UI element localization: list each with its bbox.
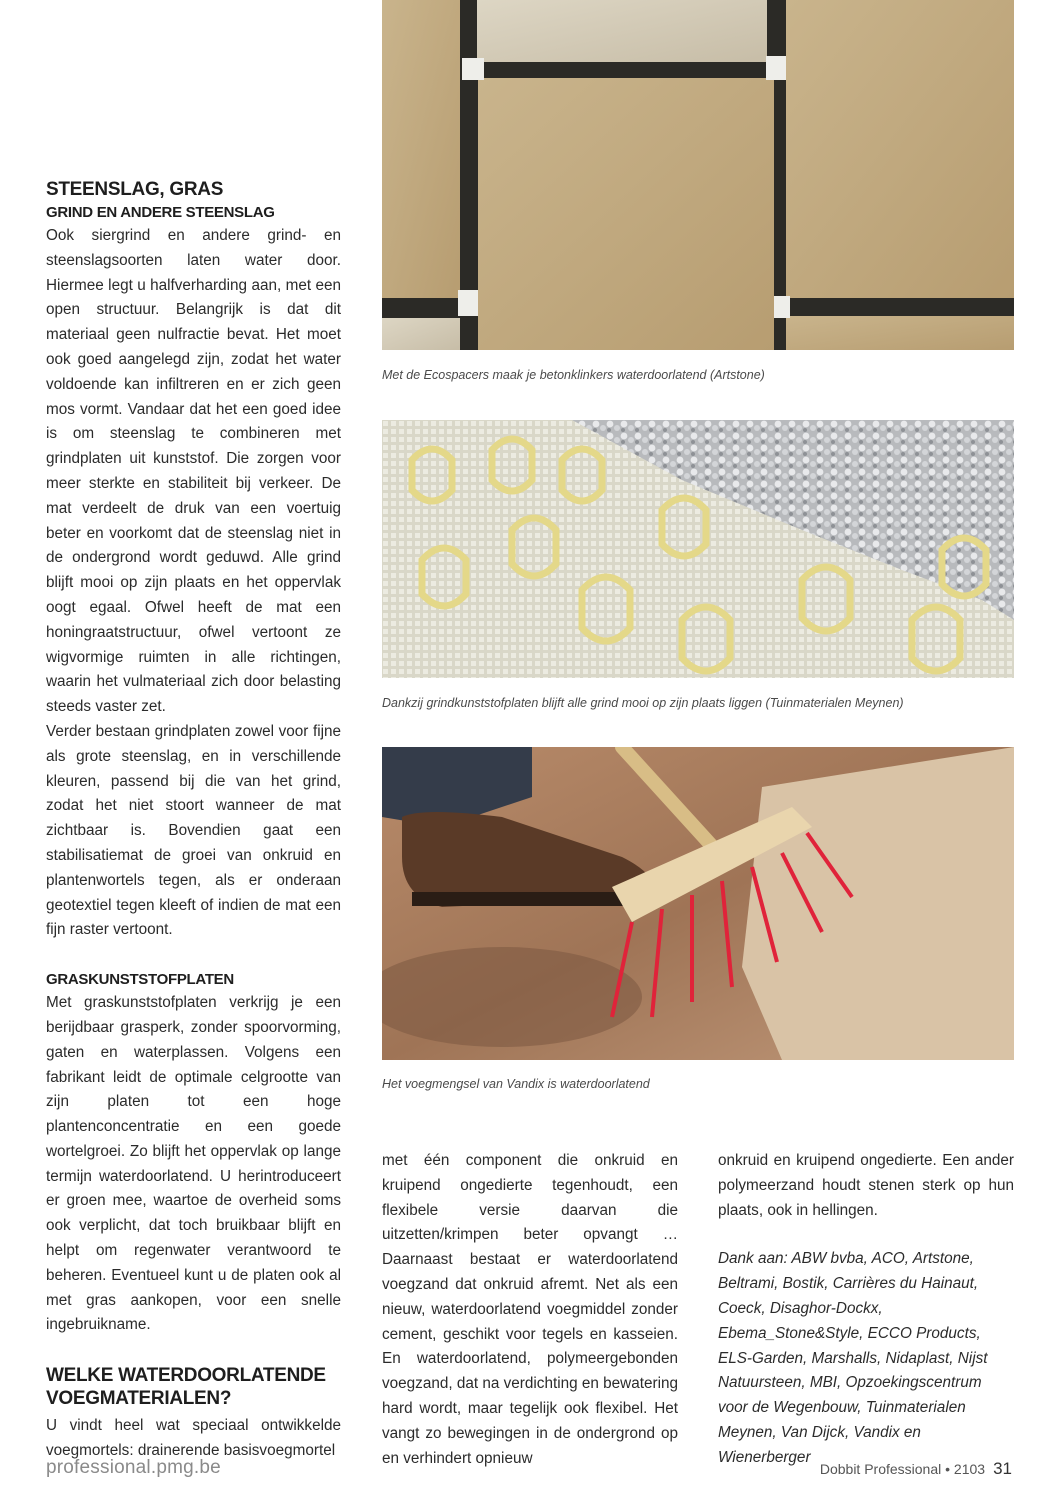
caption-grindplaten: Dankzij grindkunststofplaten blijft alle grind mooi op zijn plaats liggen (Tuinmaterialen Meynen)	[382, 696, 904, 710]
footer-website: professional.pmg.be	[46, 1457, 221, 1478]
middle-column	[382, 1149, 678, 1471]
footer-magazine: Dobbit Professional • 2103	[819, 1461, 986, 1477]
page-number: 31	[993, 1459, 1012, 1478]
heading-line-2: VOEGMATERIALEN?	[46, 1388, 232, 1410]
footer-page-info	[820, 1459, 1012, 1479]
subsection-title-graskunststof: GRASKUNSTSTOFPLATEN	[46, 971, 234, 989]
paragraph-polymeerzand: onkruid en kruipend ongedierte. Een ander polymeerzand houdt stenen sterk op hun plaats, ook in hellingen.	[718, 1152, 1014, 1219]
heading-voegmaterialen	[46, 1364, 341, 1410]
photo-voegmengsel	[382, 747, 1014, 1060]
paragraph-grindplaten: Verder bestaan grindplaten zowel voor fijne als grote steenslag, en in verschillende kleuren, passend bij die van het grind, zodat het niet stoort wanneer de mat zichtbaar is. Bovendien gaat een stabilisatiemat de groei van onkruid en plantenwortels tegen, als er onderaan geotextiel tegen kleeft of indien de mat een fijn raster vertoont.	[46, 722, 341, 939]
photo-ecospacers	[382, 0, 1014, 350]
section-title: STEENSLAG, GRAS	[46, 179, 224, 200]
paragraph-voegmortels: U vindt heel wat speciaal ontwikkelde voegmortels: drainerende basisvoegmortel	[46, 1417, 341, 1460]
left-column	[46, 178, 341, 1464]
paragraph-graskunststof: Met graskunststofplaten verkrijg je een berijdbaar grasperk, zonder spoorvorming, gaten en waterplassen. Volgens een fabrikant leidt de optimale celgrootte van zijn platen tot een hoge plantenconcentratie en een goede wortelgroei. Zo blijft het oppervlak op lange termijn waterdoorlatend. U herintroduceert er groen mee, waartoe de overheid soms ook verplicht, dat toch bruikbaar blijft en helpt om regenwater verantwoord te beheren. Eventueel kunt u de platen ook al met gras aankopen, voor een snelle ingebruikname.	[46, 994, 341, 1334]
paragraph-voegzand: met één component die onkruid en kruipend ongedierte tegenhoudt, een flexibele versie daarvan die uitzetten/krimpen beter opvangt … Daarnaast bestaat er waterdoorlatend voegzand dat onkruid afremt. Net als een nieuw, waterdoorlatend voegmiddel zonder cement, geschikt voor tegels en kasseien. En waterdoorlatend, polymeergebonden voegzand, dat na verdichting en bewatering hard wordt, maar tegelijk ook flexibel. Het vangt zo bewegingen in de ondergrond op en verhindert opnieuw	[382, 1152, 678, 1467]
broom-image	[382, 747, 1014, 1060]
caption-voegmengsel: Het voegmengsel van Vandix is waterdoorlatend	[382, 1077, 650, 1091]
acknowledgements: Dank aan: ABW bvba, ACO, Artstone, Beltrami, Bostik, Carrières du Hainaut, Coeck, Disaghor-Dockx, Ebema_Stone&Style, ECCO Products, ELS-Garden, Marshalls, Nidaplast, Nijst Natuursteen, MBI, Opzoekingscentrum voor de Wegenbouw, Tuinmaterialen Meynen, Van Dijck, Vandix en Wienerberger	[718, 1250, 988, 1466]
heading-line-1: WELKE WATERDOORLATENDE	[46, 1365, 326, 1387]
right-column	[718, 1149, 1014, 1471]
subsection-title-grind: GRIND EN ANDERE STEENSLAG	[46, 204, 275, 221]
ecospacers-image	[382, 0, 1014, 350]
photo-grindplaten	[382, 420, 1014, 678]
paragraph-grind: Ook siergrind en andere grind- en steenslagsoorten laten water door. Hiermee legt u halfverharding aan, met een open structuur. Belangrijk is dat dit materiaal geen nulfractie bevat. Het moet ook goed aangelegd zijn, zodat het water voldoende kan infiltreren en er zich geen mos vormt. Vandaar dat het een goed idee is om steenslag te combineren met grindplaten uit kunststof. Die zorgen voor meer sterkte en stabiliteit bij verkeer. De mat verdeelt de druk van een voertuig beter en voorkomt dat de steenslag niet in de ondergrond wordt geduwd. Alle grind blijft mooi op zijn plaats en het oppervlak oogt egaal. Ofwel heeft de mat een honingraatstructuur, ofwel vertoont ze wigvormige ruimten in alle richtingen, waarin het vulmateriaal zich door belasting steeds vaster zet.	[46, 227, 341, 716]
gravel-grid-image	[382, 420, 1014, 678]
caption-ecospacers: Met de Ecospacers maak je betonklinkers waterdoorlatend (Artstone)	[382, 368, 765, 382]
